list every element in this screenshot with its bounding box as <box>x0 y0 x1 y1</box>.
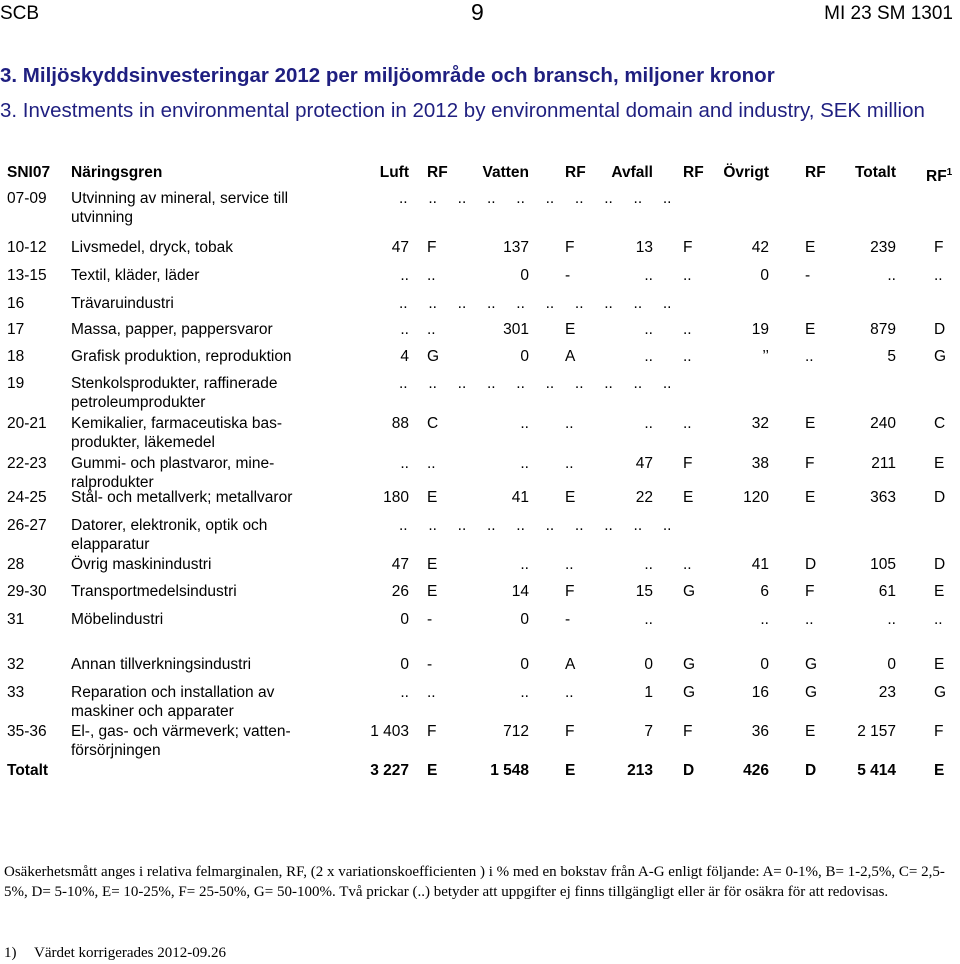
cell-luft-rf: E <box>427 762 438 779</box>
cell-avfall-rf: .. <box>683 348 692 365</box>
cell-ovrigt-value: ’’ <box>762 348 769 365</box>
cell-vatten-value: .. <box>520 415 529 432</box>
cell-vatten-rf: E <box>565 762 576 779</box>
cell-totalt-rf: E <box>934 455 945 472</box>
cell-vatten-rf: F <box>565 723 575 740</box>
cell-avfall-value: .. <box>644 321 653 338</box>
cell-vatten-rf: .. <box>565 455 574 472</box>
cell-ovrigt-rf: E <box>805 239 816 256</box>
cell-avfall-value: .. <box>644 348 653 365</box>
row-code: 22-23 <box>7 455 47 472</box>
cell-vatten-rf: - <box>565 267 571 284</box>
cell-vatten-rf: E <box>565 321 576 338</box>
row-code: 29-30 <box>7 583 47 600</box>
cell-ovrigt-value: 0 <box>760 267 769 284</box>
cell-luft-rf: - <box>427 656 433 673</box>
row-code: 35-36 <box>7 723 47 740</box>
cell-avfall-rf: F <box>683 455 693 472</box>
cell-vatten-value: 41 <box>511 489 529 506</box>
cell-ovrigt-value: 36 <box>751 723 769 740</box>
footnote-1-number: 1) <box>4 945 17 961</box>
cell-avfall-value: 15 <box>635 583 653 600</box>
row-code: 07-09 <box>7 190 47 207</box>
cell-totalt-rf: F <box>934 723 944 740</box>
cell-vatten-rf: A <box>565 348 576 365</box>
cell-totalt-value: 879 <box>870 321 896 338</box>
cell-luft-value: 47 <box>391 239 409 256</box>
page-number: 9 <box>471 0 484 25</box>
cell-vatten-rf: F <box>565 239 575 256</box>
cell-avfall-rf: F <box>683 239 693 256</box>
row-industry-name: Gummi- och plastvaror, mine-ralprodukter <box>71 455 275 491</box>
cell-luft-value: 47 <box>391 556 409 573</box>
row-industry-name: Datorer, elektronik, optik och elapparatur <box>71 517 268 553</box>
cell-totalt-rf: G <box>934 348 947 365</box>
cell-totalt-rf: G <box>934 684 947 701</box>
cell-ovrigt-rf: G <box>805 684 818 701</box>
cell-luft-value: 88 <box>391 415 409 432</box>
cell-vatten-value: .. <box>520 455 529 472</box>
cell-avfall-rf: G <box>683 583 696 600</box>
cell-vatten-rf: E <box>565 489 576 506</box>
cell-avfall-rf: .. <box>683 267 692 284</box>
cell-totalt-value: .. <box>887 611 896 628</box>
cell-avfall-value: 13 <box>635 239 653 256</box>
cell-avfall-rf: .. <box>683 321 692 338</box>
cell-ovrigt-rf: - <box>805 267 811 284</box>
row-industry-name: Grafisk produktion, reproduktion <box>71 348 292 365</box>
col-header-industry: Näringsgren <box>71 164 163 181</box>
row-industry-name: Möbelindustri <box>71 611 164 628</box>
cell-avfall-rf: .. <box>683 556 692 573</box>
cell-totalt-rf: D <box>934 321 946 338</box>
cell-totalt-rf: C <box>934 415 946 432</box>
cell-totalt-rf: D <box>934 556 946 573</box>
cell-totalt-value: 0 <box>887 656 896 673</box>
cell-ovrigt-value: 19 <box>751 321 769 338</box>
cell-ovrigt-value: 426 <box>743 762 769 779</box>
cell-luft-rf: .. <box>427 684 436 701</box>
publisher-label: SCB <box>0 3 40 24</box>
cell-totalt-value: 23 <box>878 684 896 701</box>
row-code: 20-21 <box>7 415 47 432</box>
cell-vatten-value: 712 <box>503 723 529 740</box>
row-industry-name: Utvinning av mineral, service till utvinning <box>71 190 289 226</box>
cell-avfall-value: 0 <box>644 656 653 673</box>
cell-totalt-value: 105 <box>870 556 896 573</box>
cell-ovrigt-value: 38 <box>751 455 769 472</box>
cell-vatten-value: 0 <box>520 348 529 365</box>
table-title-english: 3. Investments in environmental protection in 2012 by environmental domain and industry, SEK million <box>0 99 925 122</box>
row-industry-name: Reparation och installation av maskiner och apparater <box>71 684 275 720</box>
row-code: 19 <box>7 375 25 392</box>
cell-totalt-rf: .. <box>934 611 943 628</box>
uncertainty-note: Osäkerhetsmått anges i relativa felmarginalen, RF, (2 x variationskoefficienten ) i % med en bokstav från A-G enligt följande: A= 0-1%, B= 1-2,5%, C= 2,5-5%, D= 5-10%, E= 10-25%, F= 25-50%, G= 50-100%. Två prickar (..) betyder att uppgifter ej finns tillgängligt eller är för osäkra för att redovisas. <box>4 864 945 900</box>
cell-luft-rf: C <box>427 415 439 432</box>
footnote-1 <box>4 943 226 963</box>
cell-totalt-rf: E <box>934 583 945 600</box>
cell-luft-value: 0 <box>400 611 409 628</box>
col-header-totalt: Totalt <box>854 164 896 181</box>
cell-avfall-value: .. <box>644 267 653 284</box>
row-missing-values: .. .. .. .. .. .. .. .. .. .. <box>399 375 672 392</box>
cell-ovrigt-value: 41 <box>751 556 769 573</box>
cell-luft-rf: .. <box>427 455 436 472</box>
cell-luft-rf: F <box>427 239 437 256</box>
row-industry-name: Transportmedelsindustri <box>71 583 237 600</box>
cell-ovrigt-rf: E <box>805 723 816 740</box>
row-code: 17 <box>7 321 25 338</box>
cell-vatten-value: 14 <box>511 583 529 600</box>
cell-avfall-rf: G <box>683 656 696 673</box>
cell-avfall-rf: D <box>683 762 695 779</box>
row-industry-name: El-, gas- och värmeverk; vatten-försörjningen <box>71 723 291 759</box>
cell-luft-rf: E <box>427 556 438 573</box>
row-code: 16 <box>7 295 25 312</box>
row-industry-name: Kemikalier, farmaceutiska bas-produkter, läkemedel <box>71 415 283 451</box>
cell-luft-value: .. <box>400 684 409 701</box>
cell-ovrigt-rf: F <box>805 583 815 600</box>
cell-ovrigt-rf: E <box>805 489 816 506</box>
cell-ovrigt-value: 6 <box>760 583 769 600</box>
cell-vatten-rf: .. <box>565 556 574 573</box>
cell-ovrigt-value: .. <box>760 611 769 628</box>
col-header-rf-avfall: RF <box>683 164 704 181</box>
cell-avfall-value: .. <box>644 556 653 573</box>
row-code: 32 <box>7 656 25 673</box>
cell-totalt-value: 240 <box>870 415 896 432</box>
cell-totalt-value: 5 414 <box>857 762 896 779</box>
row-industry-name: Annan tillverkningsindustri <box>71 656 252 673</box>
cell-totalt-rf: D <box>934 489 946 506</box>
cell-ovrigt-value: 42 <box>751 239 769 256</box>
row-industry-name: Textil, kläder, läder <box>71 267 200 284</box>
col-header-ovrigt: Övrigt <box>723 164 769 181</box>
row-missing-values: .. .. .. .. .. .. .. .. .. .. <box>399 190 672 207</box>
cell-vatten-rf: .. <box>565 684 574 701</box>
cell-ovrigt-rf: D <box>805 762 817 779</box>
cell-ovrigt-rf: E <box>805 321 816 338</box>
cell-avfall-rf: G <box>683 684 696 701</box>
cell-totalt-rf: E <box>934 762 945 779</box>
cell-luft-value: 180 <box>383 489 409 506</box>
cell-vatten-value: 137 <box>503 239 529 256</box>
row-code: 33 <box>7 684 25 701</box>
cell-totalt-value: .. <box>887 267 896 284</box>
cell-totalt-value: 211 <box>871 455 896 472</box>
row-code: 13-15 <box>7 267 47 284</box>
cell-luft-value: .. <box>400 267 409 284</box>
cell-luft-rf: E <box>427 583 438 600</box>
cell-luft-value: 1 403 <box>370 723 409 740</box>
cell-luft-rf: G <box>427 348 440 365</box>
cell-vatten-value: 1 548 <box>490 762 529 779</box>
cell-totalt-rf: E <box>934 656 945 673</box>
cell-luft-value: .. <box>400 321 409 338</box>
cell-ovrigt-value: 0 <box>760 656 769 673</box>
row-industry-name: Stenkolsprodukter, raffinerade petroleumprodukter <box>71 375 278 411</box>
cell-vatten-rf: F <box>565 583 575 600</box>
cell-ovrigt-value: 120 <box>743 489 769 506</box>
cell-ovrigt-rf: F <box>805 455 815 472</box>
cell-luft-rf: - <box>427 611 433 628</box>
cell-luft-rf: .. <box>427 267 436 284</box>
cell-totalt-value: 61 <box>878 583 896 600</box>
cell-avfall-value: .. <box>644 611 653 628</box>
cell-ovrigt-value: 32 <box>751 415 769 432</box>
cell-luft-rf: E <box>427 489 438 506</box>
cell-luft-value: .. <box>400 455 409 472</box>
cell-vatten-value: 301 <box>503 321 529 338</box>
cell-avfall-value: 213 <box>627 762 653 779</box>
report-id: MI 23 SM 1301 <box>824 3 953 24</box>
col-header-rf-luft: RF <box>427 164 448 181</box>
cell-luft-value: 4 <box>400 348 409 365</box>
col-header-code: SNI07 <box>7 164 51 181</box>
cell-avfall-rf: E <box>683 489 694 506</box>
col-header-avfall: Avfall <box>611 164 653 181</box>
row-industry-name: Massa, papper, pappersvaror <box>71 321 273 338</box>
cell-totalt-value: 2 157 <box>857 723 896 740</box>
cell-luft-value: 26 <box>391 583 409 600</box>
cell-luft-value: 3 227 <box>370 762 409 779</box>
cell-avfall-value: 7 <box>644 723 653 740</box>
row-code: 28 <box>7 556 25 573</box>
row-code: 26-27 <box>7 517 47 534</box>
cell-avfall-rf: F <box>683 723 693 740</box>
cell-avfall-value: 1 <box>644 684 653 701</box>
cell-avfall-value: 47 <box>635 455 653 472</box>
row-industry-name: Övrig maskinindustri <box>71 556 212 573</box>
row-code: Totalt <box>7 762 49 779</box>
cell-vatten-rf: .. <box>565 415 574 432</box>
cell-avfall-value: 22 <box>635 489 653 506</box>
cell-vatten-value: 0 <box>520 267 529 284</box>
cell-vatten-value: 0 <box>520 656 529 673</box>
cell-vatten-value: .. <box>520 556 529 573</box>
footnote-marker: 1 <box>946 167 953 178</box>
row-code: 18 <box>7 348 25 365</box>
row-code: 24-25 <box>7 489 47 506</box>
cell-totalt-value: 239 <box>870 239 896 256</box>
cell-luft-rf: F <box>427 723 437 740</box>
cell-ovrigt-rf: D <box>805 556 817 573</box>
cell-avfall-value: .. <box>644 415 653 432</box>
cell-vatten-value: .. <box>520 684 529 701</box>
col-header-rf-vatten: RF <box>565 164 586 181</box>
cell-ovrigt-rf: G <box>805 656 818 673</box>
cell-ovrigt-rf: .. <box>805 611 814 628</box>
col-header-vatten: Vatten <box>482 164 529 181</box>
cell-totalt-rf: F <box>934 239 944 256</box>
col-header-rf-ovrigt: RF <box>805 164 826 181</box>
cell-vatten-value: 0 <box>520 611 529 628</box>
cell-ovrigt-rf: E <box>805 415 816 432</box>
row-code: 10-12 <box>7 239 47 256</box>
row-missing-values: .. .. .. .. .. .. .. .. .. .. <box>399 517 672 534</box>
cell-totalt-value: 5 <box>887 348 896 365</box>
row-industry-name: Stål- och metallverk; metallvaror <box>71 489 293 506</box>
col-header-rf-totalt: $RF^1$ <box>926 167 953 186</box>
table-title-swedish: 3. Miljöskyddsinvesteringar 2012 per miljöområde och bransch, miljoner kronor <box>0 64 775 87</box>
cell-vatten-rf: - <box>565 611 571 628</box>
page-header <box>0 0 960 30</box>
row-code: 31 <box>7 611 25 628</box>
row-industry-name: Trävaruindustri <box>71 295 174 312</box>
cell-luft-rf: .. <box>427 321 436 338</box>
col-header-luft: Luft <box>379 164 409 181</box>
cell-vatten-rf: A <box>565 656 576 673</box>
cell-avfall-rf: .. <box>683 415 692 432</box>
cell-luft-value: 0 <box>400 656 409 673</box>
footnote-1-text: Värdet korrigerades 2012-09.26 <box>34 945 227 961</box>
cell-totalt-rf: .. <box>934 267 943 284</box>
cell-ovrigt-value: 16 <box>751 684 769 701</box>
cell-ovrigt-rf: .. <box>805 348 814 365</box>
cell-totalt-value: 363 <box>870 489 896 506</box>
row-missing-values: .. .. .. .. .. .. .. .. .. .. <box>399 295 672 312</box>
row-industry-name: Livsmedel, dryck, tobak <box>71 239 233 256</box>
